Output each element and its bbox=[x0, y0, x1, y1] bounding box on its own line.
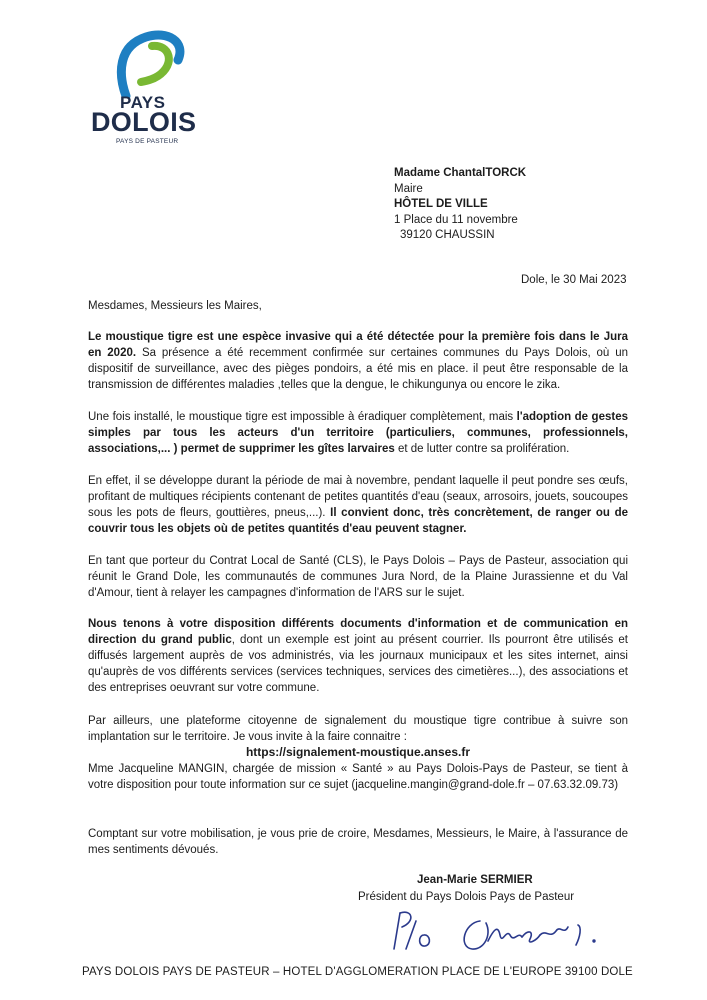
handwritten-signature bbox=[380, 905, 620, 960]
pays-dolois-logo-mark bbox=[96, 30, 191, 98]
salutation: Mesdames, Messieurs les Maires, bbox=[88, 300, 262, 312]
recipient-street: 1 Place du 11 novembre bbox=[394, 213, 518, 226]
paragraph-5-bold: Nous tenons à votre disposition différents documents d'information et de communication en direction du grand public bbox=[88, 618, 628, 646]
paragraph-2-text-a: Une fois installé, le moustique tigre est impossible à éradiquer complètement, mais bbox=[88, 411, 517, 423]
paragraph-8-text: Comptant sur votre mobilisation, je vous prie de croire, Mesdames, Messieurs, le Maire, à l'assurance de mes sentiments dévoués. bbox=[88, 828, 628, 856]
paragraph-1 bbox=[88, 329, 628, 393]
signatory-title: Président du Pays Dolois Pays de Pasteur bbox=[358, 891, 575, 903]
paragraph-4-text: En tant que porteur du Contrat Local de Santé (CLS), le Pays Dolois – Pays de Pasteur, association qui réunit le Grand Dole, les communautés de communes Jura Nord, de la Plaine Jurassienne et du Val d'Amour, tient à relayer les campagnes d'information de l'ARS sur le sujet. bbox=[88, 555, 628, 599]
recipient-address bbox=[394, 166, 526, 244]
paragraph-3-text: En effet, il se développe durant la période de mai à novembre, pendant laquelle il peut pondre ses œufs, profitant de multiques récipients contenant de petites quantités d'eau (seaux, arrosoirs, jouets, soucoupes sous les pots de fleurs, gouttières, pneus,...). bbox=[88, 475, 628, 519]
recipient-name: Madame ChantalTORCK bbox=[394, 167, 527, 179]
logo-text-dolois: DOLOIS bbox=[91, 107, 197, 137]
paragraph-8 bbox=[88, 826, 628, 858]
paragraph-2-bold: l'adoption de gestes simples par tous les acteurs d'un territoire (particuliers, communes, professionnels, associations,... ) permet de supprimer les gîtes larvaires bbox=[88, 411, 628, 455]
logo-text-pays: PAYS bbox=[120, 93, 166, 112]
paragraph-2-text-b: et de lutter contre sa prolifération. bbox=[394, 443, 570, 455]
letter-footer: PAYS DOLOIS PAYS DE PASTEUR – HOTEL D'AGGLOMERATION PLACE DE L'EUROPE 39100 DOLE bbox=[82, 966, 633, 978]
paragraph-3-bold: Il convient donc, très concrètement, de ranger ou de couvrir tous les objets où de petites quantités d'eau peuvent stagner. bbox=[88, 507, 628, 535]
paragraph-7-text: Mme Jacqueline MANGIN, chargée de mission « Santé » au Pays Dolois-Pays de Pasteur, se tient à votre disposition pour toute information sur ce sujet (jacqueline.mangin@grand-dole.fr – 07.63.32.09.73) bbox=[88, 763, 628, 791]
paragraph-2 bbox=[88, 409, 628, 457]
paragraph-5 bbox=[88, 616, 628, 696]
recipient-office: HÔTEL DE VILLE bbox=[394, 198, 488, 210]
logo-tagline: PAYS DE PASTEUR bbox=[116, 138, 179, 145]
paragraph-4 bbox=[88, 553, 628, 601]
paragraph-1-text: Sa présence a été recemment confirmée sur certaines communes du Pays Dolois, où un dispositif de surveillance, avec des pièges pondoirs, a été mis en place. il peut être responsable de la transmission de différentes maladies ,telles que la dengue, le chikungunya ou encore le zika. bbox=[88, 347, 628, 391]
paragraph-7 bbox=[88, 761, 628, 793]
recipient-city: 39120 CHAUSSIN bbox=[400, 229, 495, 241]
signalement-link[interactable]: https://signalement-moustique.anses.fr bbox=[245, 745, 471, 759]
letter-date: Dole, le 30 Mai 2023 bbox=[521, 274, 627, 286]
paragraph-3 bbox=[88, 473, 628, 537]
paragraph-5-text: , dont un exemple est joint au présent courrier. Ils pourront être utilisés et diffusés largement auprès de vos administrés, via les journaux municipaux et les sites internet, ainsi qu'auprès de vos différents services (services techniques, services des cimetières...), des associations et des entreprises oeuvrant sur votre commune. bbox=[88, 634, 628, 694]
signatory-name: Jean-Marie SERMIER bbox=[417, 874, 533, 886]
paragraph-6-text: Par ailleurs, une plateforme citoyenne de signalement du moustique tigre contribue à suivre son implantation sur le territoire. Je vous invite à la faire connaitre : bbox=[88, 715, 628, 743]
recipient-role: Maire bbox=[394, 182, 423, 195]
paragraph-1-bold: Le moustique tigre est une espèce invasive qui a été détectée pour la première fois dans le Jura en 2020. bbox=[88, 331, 628, 359]
paragraph-6 bbox=[88, 713, 628, 745]
